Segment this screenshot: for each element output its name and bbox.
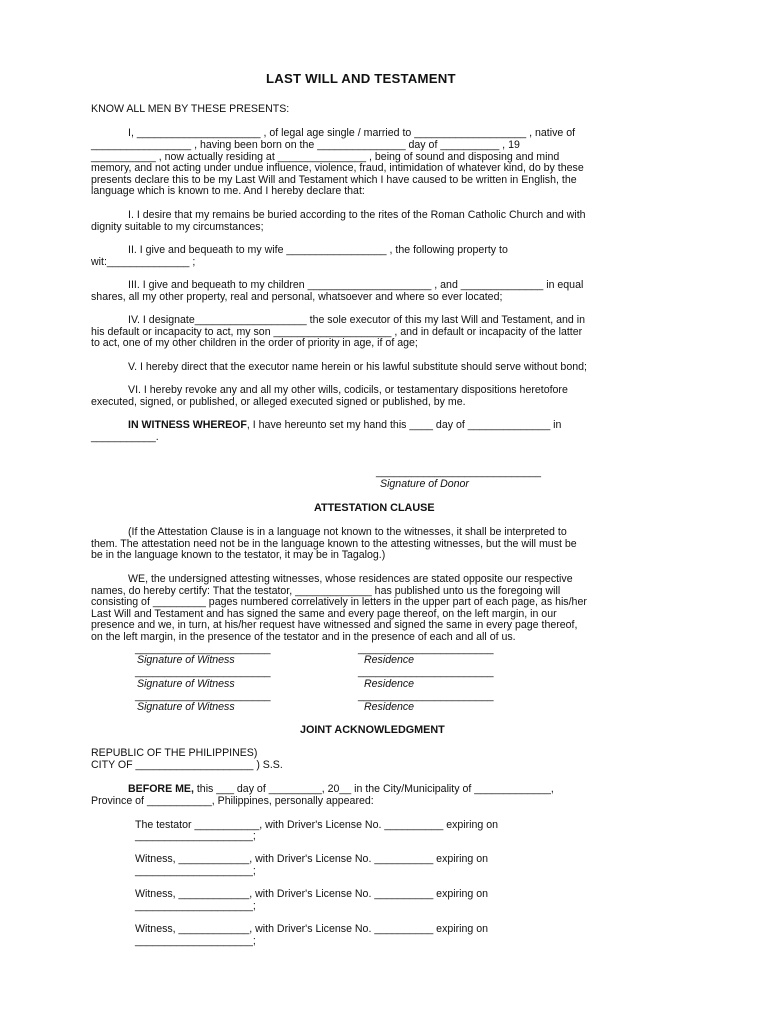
attestation-body-line: WE, the undersigned attesting witnesses, whose residences are stated opposite our respective (128, 573, 573, 585)
donor-signature-label: Signature of Donor (380, 478, 469, 490)
clause-3-line: shares, all my other property, real and personal, whatsoever and where so ever located; (91, 291, 503, 303)
witness-whereof-rest: , I have hereunto set my hand this ____ day of ______________ in (246, 419, 562, 431)
declaration-line: _________________ , having been born on the _______________ day of __________ , 19 (91, 139, 520, 151)
attestation-body-line: on the left margin, in the presence of the testator and in the presence of each and all of us. (91, 631, 516, 643)
person-expiry-line: ____________________; (135, 900, 256, 912)
witness-residence-label: Residence (364, 654, 415, 666)
person-line: Witness, ____________, with Driver's License No. __________ expiring on (135, 853, 489, 865)
clause-3-line: III. I give and bequeath to my children _____________________ , and ______________ in equal (128, 279, 584, 291)
acknowledgment-heading: JOINT ACKNOWLEDGMENT (300, 724, 445, 736)
clause-1-line: I. I desire that my remains be buried according to the rites of the Roman Catholic Church and with (128, 209, 586, 221)
witness-residence-line: _______________________ (358, 643, 494, 655)
attestation-note-line: them. The attestation need not be in the language known to the attesting witnesses, but the will must be (91, 538, 577, 550)
clause-6-line: VI. I hereby revoke any and all my other wills, codicils, or testamentary dispositions heretofore (128, 384, 568, 396)
witness-whereof-line (128, 420, 561, 432)
person-expiry-line: ____________________; (135, 865, 256, 877)
attestation-body-line: consisting of _________ pages numbered correlatively in letters in the upper part of each page, as his/her (91, 596, 587, 608)
republic-line: REPUBLIC OF THE PHILIPPINES) (91, 747, 258, 759)
attestation-heading: ATTESTATION CLAUSE (314, 502, 435, 514)
witness-signature-line: _______________________ (135, 666, 271, 678)
person-line: The testator ___________, with Driver's License No. __________ expiring on (135, 819, 499, 831)
clause-4-line: to act, one of my other children in the order of priority in age, if of age; (91, 337, 418, 349)
witness-residence-label: Residence (364, 678, 415, 690)
attestation-note-line: be in the language known to the testator, it may be in Tagalog.) (91, 549, 386, 561)
clause-5-line: V. I hereby direct that the executor name herein or his lawful substitute should serve without bond; (128, 361, 587, 373)
city-line: CITY OF ____________________ ) S.S. (91, 759, 283, 771)
witness-whereof-line2: ___________. (91, 431, 159, 443)
donor-signature-line: ____________________________ (376, 466, 541, 478)
witness-residence-line: _______________________ (358, 690, 494, 702)
province-line: Province of ___________, Philippines, personally appeared: (91, 795, 374, 807)
witness-signature-line: _______________________ (135, 643, 271, 655)
witness-residence-line: _______________________ (358, 666, 494, 678)
witness-signature-line: _______________________ (135, 690, 271, 702)
attestation-body-line: Last Will and Testament and has signed the same and every page thereof, on the left margin, in our (91, 608, 557, 620)
clause-1-line: dignity suitable to my circumstances; (91, 221, 264, 233)
before-me-bold: BEFORE ME, (128, 783, 194, 795)
declaration-line: ___________ , now actually residing at _______________ , being of sound and disposing and mind (91, 151, 560, 163)
attestation-body-line: names, do hereby certify: That the testator, _____________ has published unto us the foregoing will (91, 585, 561, 597)
clause-4-line: his default or incapacity to act, my son ____________________ , and in default or incapacity of the latter (91, 326, 583, 338)
clause-6-line: executed, signed, or published, or alleged executed signed or published, by me. (91, 396, 466, 408)
person-line: Witness, ____________, with Driver's License No. __________ expiring on (135, 923, 489, 935)
declaration-line: language which is known to me. And I hereby declare that: (91, 185, 365, 197)
attestation-body-line: presence and we, in turn, at his/her request have witnessed and signed the same in every page thereof, (91, 619, 578, 631)
document-title: LAST WILL AND TESTAMENT (266, 71, 456, 86)
clause-4-line: IV. I designate___________________ the sole executor of this my last Will and Testament, and in (128, 314, 586, 326)
person-expiry-line: ____________________; (135, 935, 256, 947)
witness-signature-label: Signature of Witness (137, 701, 235, 713)
witness-residence-label: Residence (364, 701, 415, 713)
witness-signature-label: Signature of Witness (137, 654, 235, 666)
declaration-line: presents declare this to be my Last Will and Testament which I have caused to be written in English, the (91, 174, 577, 186)
person-expiry-line: ____________________; (135, 830, 256, 842)
declaration-line: I, _____________________ , of legal age single / married to ___________________ , native of (128, 127, 576, 139)
person-line: Witness, ____________, with Driver's License No. __________ expiring on (135, 888, 489, 900)
intro-line: KNOW ALL MEN BY THESE PRESENTS: (91, 103, 290, 115)
clause-2-line: II. I give and bequeath to my wife _________________ , the following property to (128, 244, 508, 256)
before-me-line (128, 784, 554, 796)
witness-signature-label: Signature of Witness (137, 678, 235, 690)
clause-2-line: wit:______________ ; (91, 256, 196, 268)
attestation-note-line: (If the Attestation Clause is in a language not known to the witnesses, it shall be interpreted to (128, 526, 567, 538)
declaration-line: memory, and not acting under undue influence, violence, fraud, intimidation of whatever kind, do by these (91, 162, 584, 174)
before-me-rest: this ___ day of _________, 20__ in the City/Municipality of _____________, (193, 783, 554, 795)
witness-whereof-bold: IN WITNESS WHEREOF (128, 419, 247, 431)
